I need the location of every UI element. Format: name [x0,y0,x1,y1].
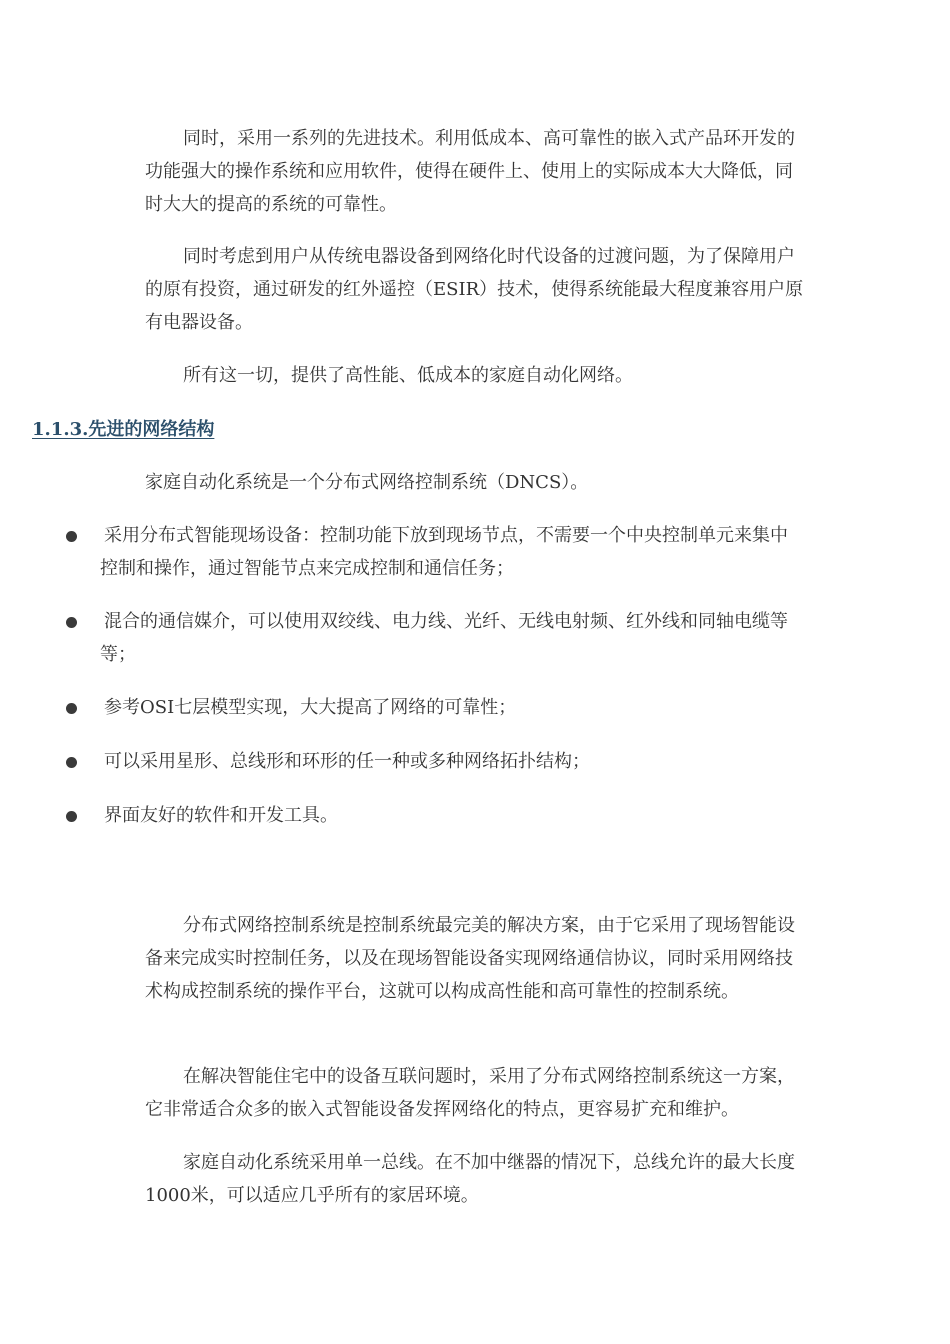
list-item-text: 界面友好的软件和开发工具。 [104,805,338,826]
list-item [66,799,806,832]
bullet-icon [66,811,77,822]
paragraph-single-bus: 家庭自动化系统采用单一总线。在不加中继器的情况下，总线允许的最大长度1000米，可以适应几乎所有的家居环境。 [145,1152,795,1206]
section-intro: 家庭自动化系统是一个分布式网络控制系统（DNCS）。 [145,472,589,493]
paragraph-dncs-solution: 分布式网络控制系统是控制系统最完美的解决方案，由于它采用了现场智能设备来完成实时控制任务，以及在现场智能设备实现网络通信协议，同时采用网络技术构成控制系统的操作平台，这就可以构成高性能和高可靠性的控制系统。 [145,915,795,1002]
list-item [66,745,806,778]
bullet-icon [66,531,77,542]
bullet-icon [66,617,77,628]
paragraph-interconnection: 在解决智能住宅中的设备互联问题时，采用了分布式网络控制系统这一方案，它非常适合众多的嵌入式智能设备发挥网络化的特点，更容易扩充和维护。 [145,1066,795,1120]
paragraph-transition-compat: 同时考虑到用户从传统电器设备到网络化时代设备的过渡问题，为了保障用户的原有投资，通过研发的红外遥控（ESIR）技术，使得系统能最大程度兼容用户原有电器设备。 [145,246,804,333]
list-item-text: 采用分布式智能现场设备：控制功能下放到现场节点，不需要一个中央控制单元来集中控制和操作，通过智能节点来完成控制和通信任务； [100,525,788,579]
bullet-icon [66,757,77,768]
paragraph-advanced-tech: 同时，采用一系列的先进技术。利用低成本、高可靠性的嵌入式产品环开发的功能强大的操作系统和应用软件，使得在硬件上、使用上的实际成本大大降低，同时大大的提高的系统的可靠性。 [145,128,795,215]
list-item [66,605,806,671]
paragraph-summary: 所有这一切，提供了高性能、低成本的家庭自动化网络。 [183,365,633,386]
bullet-icon [66,703,77,714]
list-item-text: 参考OSI七层模型实现，大大提高了网络的可靠性； [104,697,517,718]
list-item [66,691,806,724]
list-item-text: 混合的通信媒介，可以使用双绞线、电力线、光纤、无线电射频、红外线和同轴电缆等等； [100,611,788,665]
section-heading[interactable]: 1.1.3.先进的网络结构 [32,419,215,440]
list-item [66,519,806,585]
list-item-text: 可以采用星形、总线形和环形的任一种或多种网络拓扑结构； [104,751,590,772]
